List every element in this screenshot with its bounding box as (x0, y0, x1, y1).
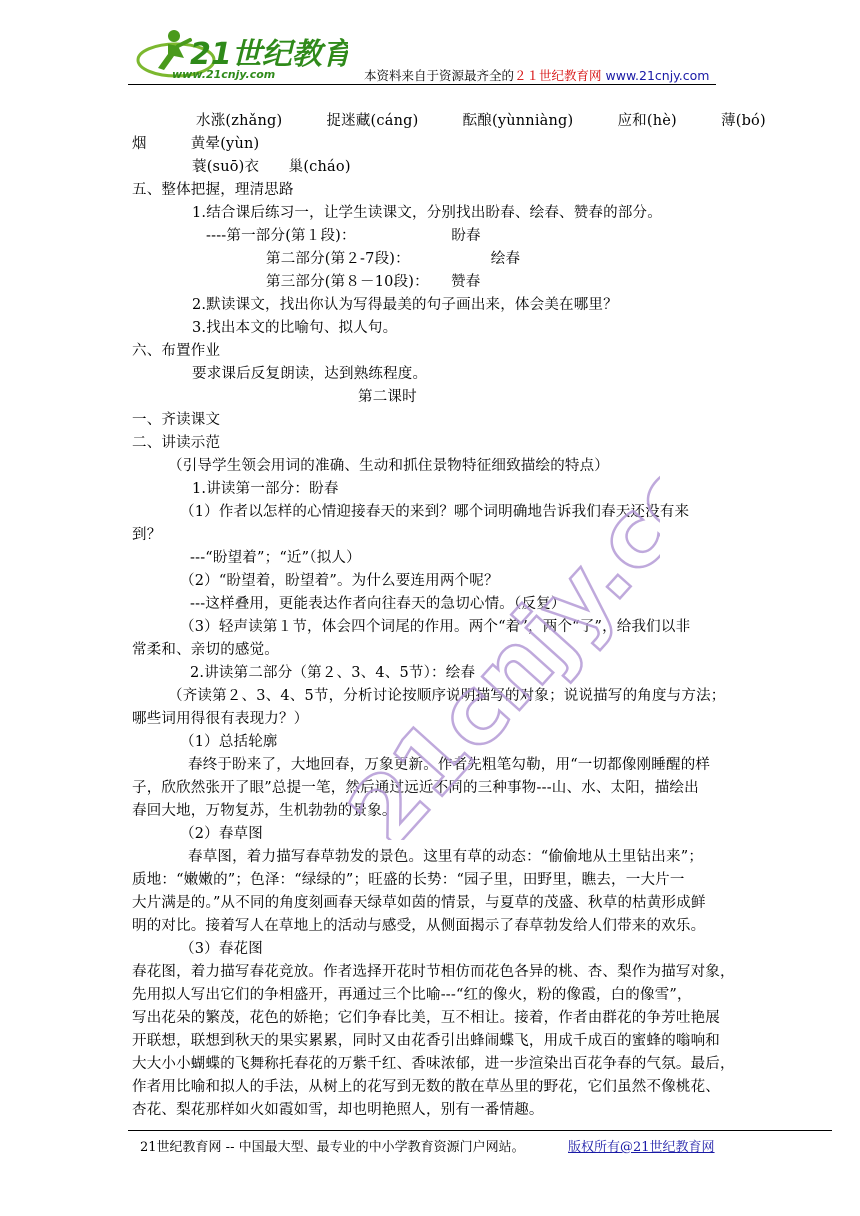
logo-url: www.21cnjy.com (172, 68, 276, 81)
subheading: （3）春花图 (180, 941, 263, 957)
lesson-title: 第二课时 (358, 389, 417, 405)
text-line: ----第一部分(第１段)： 盼春 (206, 228, 481, 244)
text-line: 常柔和、亲切的感觉。 (132, 642, 279, 658)
text-line: 春花图，着力描写春花竞放。作者选择开花时节相仿而花色各异的桃、杏、梨作为描写对象， (132, 964, 735, 980)
text-line: 大大小小蝴蝶的飞舞称托春花的万紫千红、香味浓郁，进一步渲染出百花争春的气氛。最后， (132, 1056, 735, 1072)
section-heading: 二、讲读示范 (132, 435, 221, 451)
header-source-note (364, 66, 709, 84)
text-line: 作者用比喻和拟人的手法，从树上的花写到无数的散在草丛里的野花，它们虽然不像桃花、 (132, 1079, 720, 1095)
footer-copyright-link[interactable]: 版权所有@21世纪教育网 (568, 1140, 715, 1155)
subheading: （2）春草图 (180, 826, 263, 842)
text-line: 烟 黄晕(yùn) (132, 136, 260, 152)
source-url-link[interactable]: www.21cnjy.com (605, 68, 710, 83)
header-divider (128, 84, 716, 85)
watermark-text: 21cnjy.com (328, 420, 660, 840)
text-line: （引导学生领会用词的准确、生动和抓住景物特征细致描绘的特点） (168, 458, 609, 474)
text-line: 写出花朵的繁茂，花色的娇艳；它们争春比美，互不相让。接着，作者由群花的争芳吐艳展 (132, 1010, 720, 1026)
section-heading: 六、布置作业 (132, 343, 221, 359)
text-line: 水涨(zhǎng) 捉迷藏(cáng) 酝酿(yùnniàng) 应和(hè) 薄(bó) (196, 113, 766, 129)
text-line: 第二部分(第２-7段)： 绘春 (266, 251, 521, 267)
text-line: ---这样叠用，更能表达作者向往春天的急切心情。（反复） (190, 596, 566, 612)
text-line: （2）“盼望着，盼望着”。为什么要连用两个呢？ (180, 573, 499, 589)
text-line: 到？ (132, 527, 162, 543)
text-line: 子，欣欣然张开了眼”总提一笔，然后通过远近不同的三种事物---山、水、太阳，描绘出 (132, 780, 699, 796)
text-line: 1.讲读第一部分：盼春 (192, 481, 339, 497)
subheading: （1）总括轮廓 (180, 734, 278, 750)
text-line: 蓑(suō)衣 巢(cháo) (192, 159, 351, 175)
text-line: 第三部分(第８－10段)： 赞春 (266, 274, 481, 290)
text-line: 哪些词用得很有表现力？） (132, 711, 309, 727)
text-line: 明的对比。接着写人在草地上的活动与感受，从侧面揭示了春草勃发给人们带来的欢乐。 (132, 918, 706, 934)
logo-text: 21世纪教育 (190, 37, 348, 72)
text-line: 春草图，着力描写春草勃发的景色。这里有草的动态：“偷偷地从土里钻出来”； (188, 849, 704, 865)
text-line: （1）作者以怎样的心情迎接春天的来到？哪个词明确地告诉我们春天还没有来 (180, 504, 690, 520)
text-line: 1.结合课后练习一，让学生读课文，分别找出盼春、绘春、赞春的部分。 (192, 205, 662, 221)
text-line: 2.讲读第二部分（第２、3、4、5节）：绘春 (190, 665, 476, 681)
text-line: （3）轻声读第１节，体会四个词尾的作用。两个“着”，两个“了”，给我们以非 (180, 619, 691, 635)
text-line: 2.默读课文，找出你认为写得最美的句子画出来，体会美在哪里？ (192, 297, 618, 313)
source-prefix: 本资料来自于资源最齐全的 (364, 68, 515, 83)
text-line: 3.找出本文的比喻句、拟人句。 (192, 320, 398, 336)
site-logo (128, 20, 348, 88)
text-line: 大片满是的。”从不同的角度刻画春天绿草如茵的情景，与夏草的茂盛、秋草的枯黄形成鲜 (132, 895, 706, 911)
text-line: 春终于盼来了，大地回春，万象更新。作者先粗笔勾勒，用“一切都像刚睡醒的样 (188, 757, 711, 773)
text-line: 质地：“嫩嫩的”；色泽：“绿绿的”；旺盛的长势：“园子里，田野里，瞧去，一大片一 (132, 872, 685, 888)
source-site-link[interactable]: ２１世纪教育网 (514, 68, 602, 83)
footer-site-description: 21世纪教育网 -- 中国最大型、最专业的中小学教育资源门户网站。 (140, 1140, 525, 1155)
section-heading: 五、整体把握，理清思路 (132, 182, 294, 198)
text-line: 杏花、梨花那样如火如霞如雪，却也明艳照人，别有一番情趣。 (132, 1102, 544, 1118)
footer-divider (128, 1130, 832, 1131)
text-line: ---“盼望着”；“近”（拟人） (190, 550, 361, 566)
section-heading: 一、齐读课文 (132, 412, 221, 428)
text-line: 开联想，联想到秋天的果实累累，同时又由花香引出蜂闹蝶飞，用成千成百的蜜蜂的嗡响和 (132, 1033, 720, 1049)
text-line: （齐读第２、3、4、5节，分析讨论按顺序说明描写的对象；说说描写的角度与方法； (168, 688, 726, 704)
text-line: 先用拟人写出它们的争相盛开，再通过三个比喻---“红的像火，粉的像霞，白的像雪”， (132, 987, 692, 1003)
text-line: 要求课后反复朗读，达到熟练程度。 (192, 366, 428, 382)
text-line: 春回大地，万物复苏，生机勃勃的景象。 (132, 803, 397, 819)
